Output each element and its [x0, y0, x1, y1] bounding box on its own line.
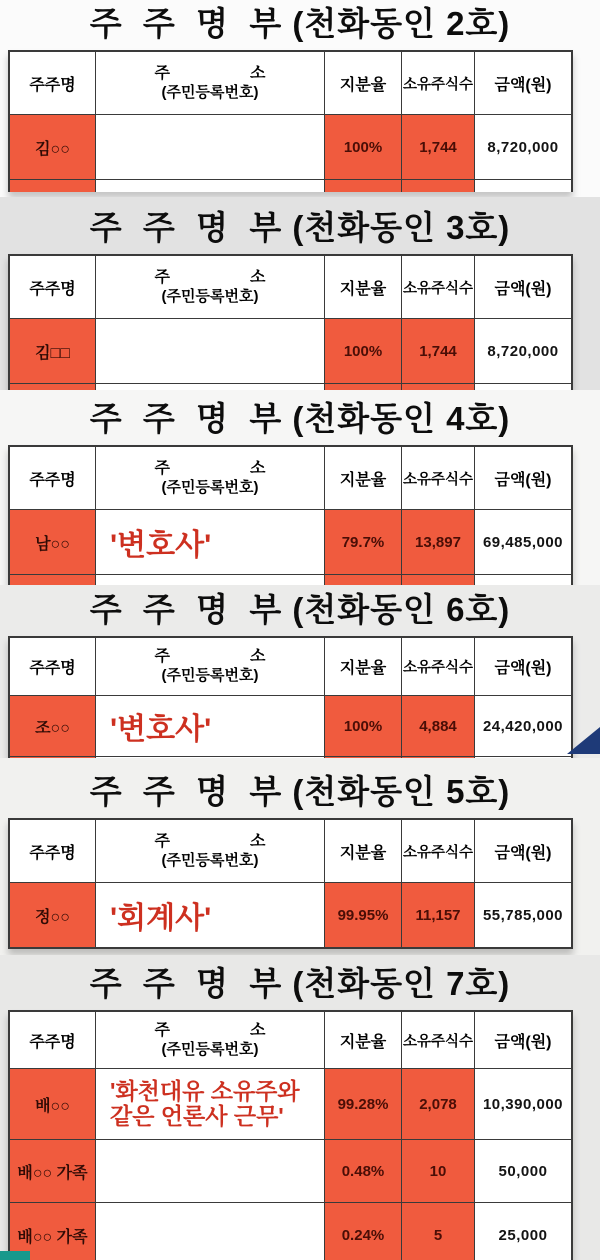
header-address: [95, 256, 324, 318]
note-cell: '회계사': [95, 883, 324, 947]
amount-cell: 10,390,000: [474, 1069, 571, 1139]
header-address-sub: (주민등록번호): [161, 478, 259, 496]
header-address-so: 소: [250, 1021, 266, 1039]
shareholder-table: [8, 445, 573, 585]
shareholder-name-cell: 배○○ 가족: [10, 1140, 95, 1202]
header-address: [95, 1012, 324, 1068]
header-ratio: 지분율: [324, 820, 401, 882]
amount-cell: 50,000: [474, 1140, 571, 1202]
shares-cell: 4,884: [401, 696, 474, 756]
register-section-4ho: [0, 390, 600, 585]
note-cell: [95, 1140, 324, 1202]
note-cell: [95, 319, 324, 383]
teal-corner-bar: [0, 1251, 30, 1260]
table-row: [10, 318, 571, 383]
header-amount: 금액(원): [474, 256, 571, 318]
shareholder-name-cell: 김□□: [10, 319, 95, 383]
header-address: [95, 447, 324, 509]
amount-cell: 8,720,000: [474, 115, 571, 179]
shareholder-name-cell: 정○○: [10, 883, 95, 947]
ratio-cell: 99.28%: [324, 1069, 401, 1139]
header-address-so: 소: [250, 832, 266, 850]
header-shares: 소유주식수: [401, 820, 474, 882]
register-section-2ho: [0, 0, 600, 197]
ratio-cell: 79.7%: [324, 510, 401, 574]
header-amount: 금액(원): [474, 638, 571, 695]
ratio-cell: 100%: [324, 115, 401, 179]
section-title: 주 주 명 부 (천화동인 4호): [89, 400, 511, 437]
shareholder-table: [8, 636, 573, 758]
cutoff-row: [10, 383, 571, 390]
header-ratio: 지분율: [324, 1012, 401, 1068]
header-address-sub: (주민등록번호): [161, 851, 259, 869]
header-address: [95, 638, 324, 695]
ratio-cell: 100%: [324, 319, 401, 383]
header-address-ju: 주: [154, 64, 170, 82]
register-section-6ho: [0, 585, 600, 758]
table-header-row: [10, 1012, 571, 1068]
header-amount: 금액(원): [474, 820, 571, 882]
header-address-sub: (주민등록번호): [161, 83, 259, 101]
amount-cell: 55,785,000: [474, 883, 571, 947]
shareholder-table: [8, 254, 573, 390]
section-title: 주 주 명 부 (천화동인 5호): [89, 773, 511, 810]
header-shareholder: 주주명: [10, 638, 95, 695]
cutoff-row: [10, 574, 571, 585]
header-shareholder: 주주명: [10, 820, 95, 882]
table-row: [10, 1068, 571, 1139]
section-title: 주 주 명 부 (천화동인 2호): [89, 5, 511, 42]
header-address-ju: 주: [154, 648, 170, 666]
header-amount: 금액(원): [474, 52, 571, 114]
note-cell: '변호사': [95, 696, 324, 756]
header-shareholder: 주주명: [10, 52, 95, 114]
shareholder-name-cell: 김○○: [10, 115, 95, 179]
section-title: 주 주 명 부 (천화동인 7호): [89, 965, 511, 1002]
register-section-7ho: [0, 955, 600, 1260]
header-address: [95, 52, 324, 114]
header-shares: 소유주식수: [401, 52, 474, 114]
amount-cell: 8,720,000: [474, 319, 571, 383]
table-header-row: [10, 447, 571, 509]
header-shareholder: 주주명: [10, 256, 95, 318]
table-row: [10, 1202, 571, 1260]
amount-cell: 24,420,000: [474, 696, 571, 756]
shares-cell: 1,744: [401, 319, 474, 383]
header-address-ju: 주: [154, 1021, 170, 1039]
shareholder-name-cell: 남○○: [10, 510, 95, 574]
note-cell: '변호사': [95, 510, 324, 574]
header-address-ju: 주: [154, 832, 170, 850]
section-title: 주 주 명 부 (천화동인 6호): [89, 591, 511, 628]
table-header-row: [10, 52, 571, 114]
header-address-ju: 주: [154, 459, 170, 477]
header-amount: 금액(원): [474, 447, 571, 509]
table-row: [10, 509, 571, 574]
header-address-so: 소: [250, 64, 266, 82]
amount-cell: 25,000: [474, 1203, 571, 1260]
header-address-sub: (주민등록번호): [161, 1040, 259, 1058]
table-header-row: [10, 820, 571, 882]
shares-cell: 1,744: [401, 115, 474, 179]
ratio-cell: 100%: [324, 696, 401, 756]
shareholder-name-cell: 조○○: [10, 696, 95, 756]
table-row: [10, 114, 571, 179]
table-row: [10, 1139, 571, 1202]
header-address-ju: 주: [154, 268, 170, 286]
section-title: 주 주 명 부 (천화동인 3호): [89, 209, 511, 246]
header-address-so: 소: [250, 268, 266, 286]
shareholder-table: [8, 1010, 573, 1260]
table-header-row: [10, 638, 571, 695]
shares-cell: 13,897: [401, 510, 474, 574]
header-shares: 소유주식수: [401, 1012, 474, 1068]
shareholder-name-cell: 배○○: [10, 1069, 95, 1139]
header-address-sub: (주민등록번호): [161, 287, 259, 305]
cutoff-row: [10, 179, 571, 192]
register-section-5ho: [0, 758, 600, 955]
header-amount: 금액(원): [474, 1012, 571, 1068]
header-shares: 소유주식수: [401, 256, 474, 318]
shares-cell: 10: [401, 1140, 474, 1202]
amount-cell: 69,485,000: [474, 510, 571, 574]
note-cell: [95, 115, 324, 179]
header-ratio: 지분율: [324, 52, 401, 114]
header-address-so: 소: [250, 459, 266, 477]
header-ratio: 지분율: [324, 638, 401, 695]
note-cell: '화천대유 소유주와 같은 언론사 근무': [95, 1069, 324, 1139]
table-header-row: [10, 256, 571, 318]
header-address: [95, 820, 324, 882]
shares-cell: 2,078: [401, 1069, 474, 1139]
table-row: [10, 882, 571, 947]
shares-cell: 11,157: [401, 883, 474, 947]
shareholder-table: [8, 818, 573, 949]
header-shares: 소유주식수: [401, 447, 474, 509]
shareholder-table: [8, 50, 573, 192]
ratio-cell: 99.95%: [324, 883, 401, 947]
note-cell: [95, 1203, 324, 1260]
register-section-3ho: [0, 197, 600, 390]
header-address-sub: (주민등록번호): [161, 667, 259, 685]
header-ratio: 지분율: [324, 447, 401, 509]
header-address-so: 소: [250, 648, 266, 666]
shareholder-name-cell: 배○○ 가족: [10, 1203, 95, 1260]
header-shares: 소유주식수: [401, 638, 474, 695]
table-row: [10, 695, 571, 756]
header-shareholder: 주주명: [10, 447, 95, 509]
header-shareholder: 주주명: [10, 1012, 95, 1068]
shares-cell: 5: [401, 1203, 474, 1260]
ratio-cell: 0.24%: [324, 1203, 401, 1260]
ratio-cell: 0.48%: [324, 1140, 401, 1202]
header-ratio: 지분율: [324, 256, 401, 318]
